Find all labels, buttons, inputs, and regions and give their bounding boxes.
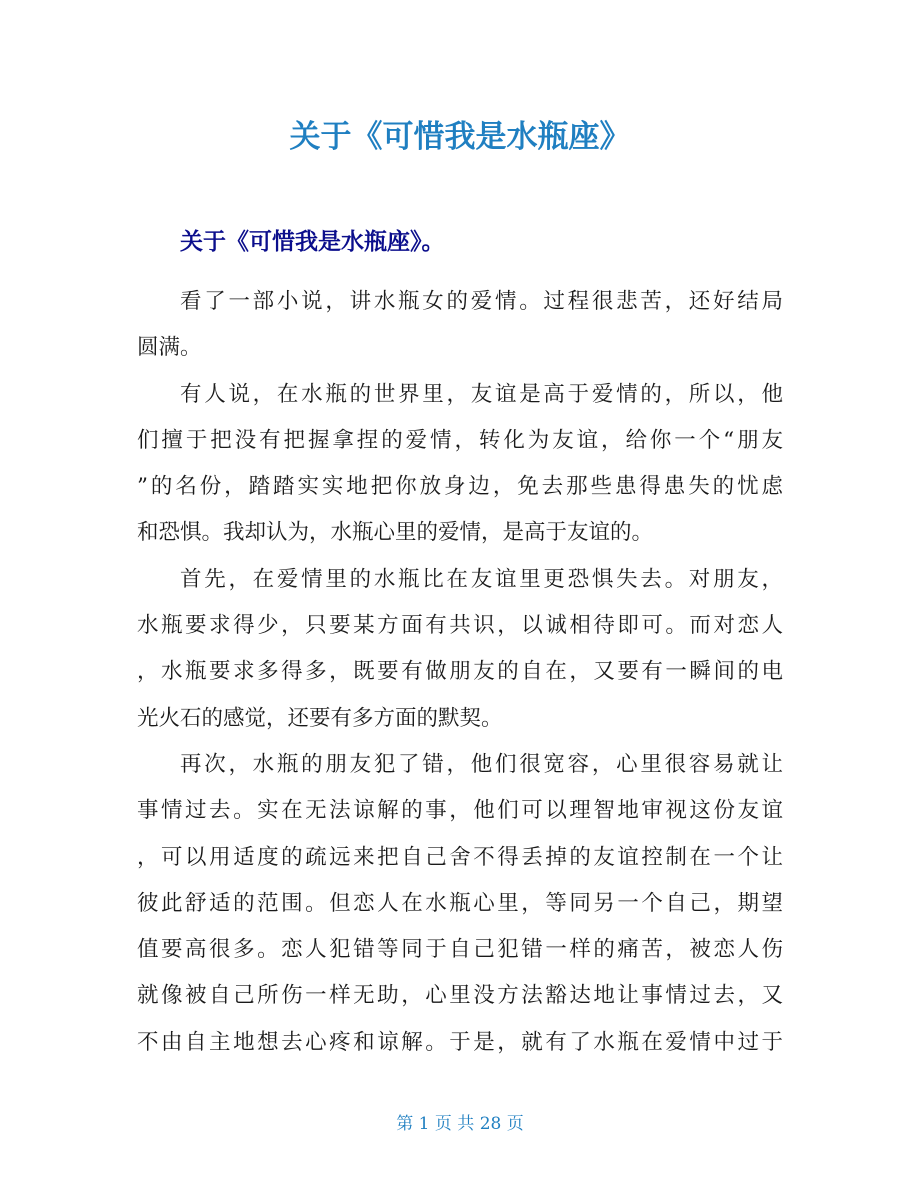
document-title: 关于《可惜我是水瓶座》 — [289, 119, 631, 155]
paragraph-line: 水瓶要求得少，只要某方面有共识，以诚相待即可。而对恋人 — [137, 613, 783, 639]
paragraph-line: 和恐惧。我却认为，水瓶心里的爱情，是高于友谊的。 — [137, 520, 654, 546]
paragraph-line: ，可以用适度的疏远来把自己舍不得丢掉的友谊控制在一个让 — [137, 844, 783, 870]
paragraph-line: 彼此舒适的范围。但恋人在水瓶心里，等同另一个自己，期望 — [137, 890, 783, 916]
paragraph-line: 们擅于把没有把握拿捏的爱情，转化为友谊，给你一个“朋友 — [137, 427, 783, 453]
document-subtitle: 关于《可惜我是水瓶座》。 — [180, 229, 445, 255]
paragraph-line: 首先，在爱情里的水瓶比在友谊里更恐惧失去。对朋友， — [180, 566, 783, 592]
paragraph-line: 再次，水瓶的朋友犯了错，他们很宽容，心里很容易就让 — [180, 751, 783, 777]
paragraph-line: 光火石的感觉，还要有多方面的默契。 — [137, 705, 503, 731]
paragraph-line: 有人说，在水瓶的世界里，友谊是高于爱情的，所以，他 — [180, 381, 783, 407]
paragraph-line: 看了一部小说，讲水瓶女的爱情。过程很悲苦，还好结局 — [180, 289, 783, 314]
paragraph-line: 就像被自己所伤一样无助，心里没方法豁达地让事情过去，又 — [137, 983, 783, 1009]
page-footer: 第 1 页 共 28 页 — [396, 1114, 524, 1134]
paragraph-line: ”的名份，踏踏实实地把你放身边，免去那些患得患失的忧虑 — [137, 474, 783, 500]
document-body — [137, 279, 783, 1066]
paragraph-line: 事情过去。实在无法谅解的事，他们可以理智地审视这份友谊 — [137, 798, 783, 824]
paragraph-line: ，水瓶要求多得多，既要有做朋友的自在，又要有一瞬间的电 — [137, 659, 783, 685]
paragraph-line: 不由自主地想去心疼和谅解。于是，就有了水瓶在爱情中过于 — [137, 1029, 783, 1055]
paragraph-line: 圆满。 — [137, 335, 202, 361]
paragraph-line: 值要高很多。恋人犯错等同于自己犯错一样的痛苦，被恋人伤 — [137, 937, 783, 963]
